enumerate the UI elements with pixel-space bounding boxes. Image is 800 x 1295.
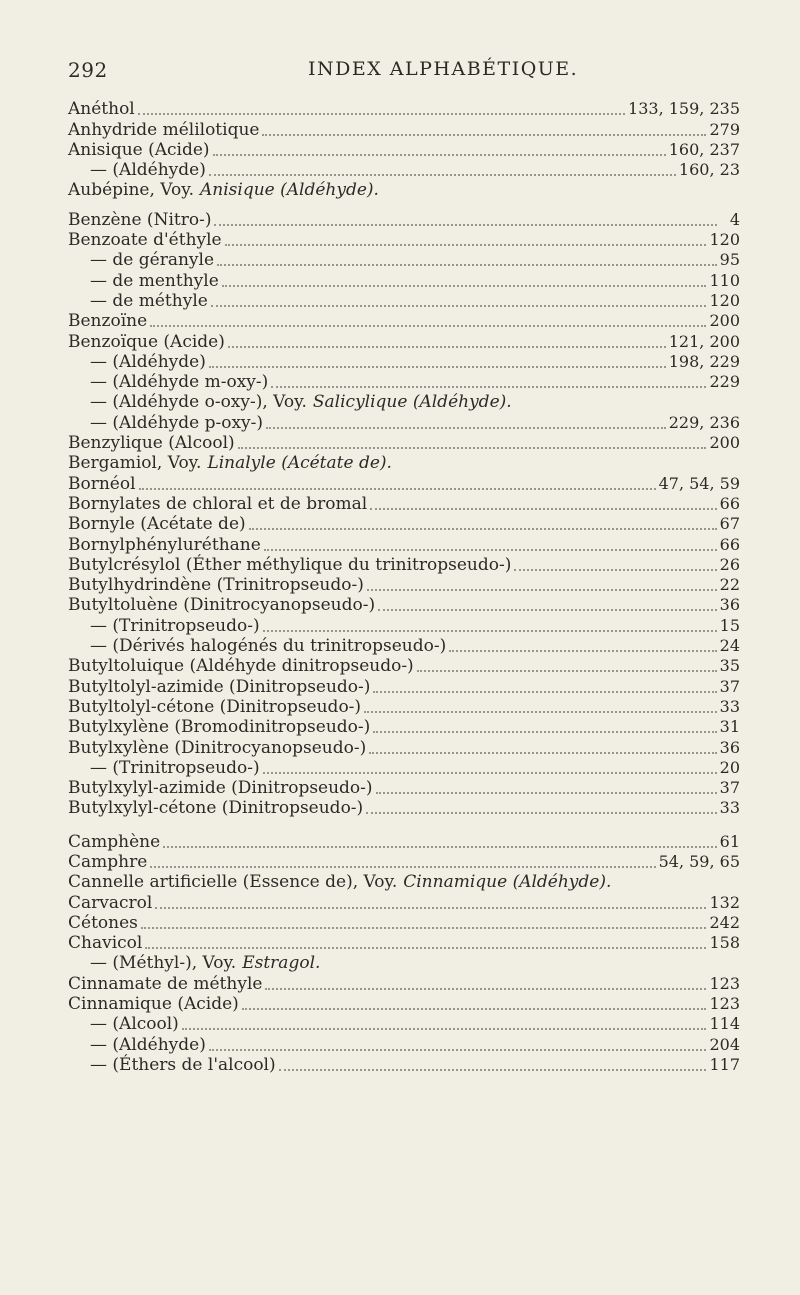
page-references: 20 [719, 757, 740, 777]
page-references: 66 [719, 493, 740, 513]
index-term: Anhydride mélilotique [68, 119, 260, 140]
leader-dots [209, 354, 666, 368]
index-entry [68, 595, 740, 615]
page-references: 132 [709, 892, 740, 912]
page-references: 279 [709, 119, 740, 139]
index-entry [68, 717, 740, 737]
index-entry [68, 230, 740, 250]
index-entry [68, 636, 740, 656]
index-entry [68, 872, 740, 892]
index-entry [68, 697, 740, 717]
running-title: INDEX ALPHABÉTIQUE. [308, 58, 579, 80]
index-entry [68, 514, 740, 534]
leader-dots [417, 658, 717, 672]
index-term: Carvacrol [68, 892, 153, 913]
index-term: — (Dérivés halogénés du trinitropseudo-) [90, 636, 447, 657]
alphabetical-index [68, 99, 740, 1075]
index-term: Benzoïne [68, 311, 148, 332]
page-references: 133, 159, 235 [628, 99, 740, 119]
leader-dots [271, 374, 706, 388]
page-references: 95 [719, 250, 740, 270]
leader-dots [238, 435, 707, 449]
index-entry [68, 1014, 740, 1034]
index-entry [68, 676, 740, 696]
index-term: Bornéol [68, 473, 136, 494]
index-entry [68, 99, 740, 119]
page-references: 66 [719, 534, 740, 554]
index-entry [68, 555, 740, 575]
index-term: Cinnamate de méthyle [68, 973, 263, 994]
index-term: — (Aldéhyde) [90, 160, 206, 181]
leader-dots [449, 638, 716, 652]
page-references: 200 [709, 311, 740, 331]
page-references: 242 [709, 912, 740, 932]
index-term: — (Trinitropseudo-) [90, 757, 260, 778]
page-references: 120 [709, 290, 740, 310]
leader-dots [263, 760, 717, 774]
index-term: Benzoate d'éthyle [68, 230, 222, 251]
index-term: Benzylique (Alcool) [68, 433, 235, 454]
page-references: 61 [719, 831, 740, 851]
index-entry [68, 392, 740, 412]
index-term: — de menthyle [90, 270, 219, 291]
page-references: 117 [709, 1054, 740, 1074]
index-entry [68, 994, 740, 1014]
page-references: 33 [719, 696, 740, 716]
index-term: Bornylphényluréthane [68, 534, 261, 555]
index-entry [68, 473, 740, 493]
index-term: — (Trinitropseudo-) [90, 615, 260, 636]
page-references: 15 [719, 615, 740, 635]
index-term: Bornylates de chloral et de bromal [68, 493, 368, 514]
leader-dots [141, 915, 707, 929]
leader-dots [209, 162, 676, 176]
leader-dots [279, 1057, 707, 1071]
page-references: 36 [719, 737, 740, 757]
page-references: 229 [709, 372, 740, 392]
page-references: 123 [709, 973, 740, 993]
index-term: Benzène (Nitro-) [68, 209, 212, 230]
page-references: 120 [709, 230, 740, 250]
page-references: 200 [709, 433, 740, 453]
index-term: — de méthyle [90, 290, 208, 311]
leader-dots [367, 577, 717, 591]
index-entry [68, 331, 740, 351]
index-entry [68, 953, 740, 973]
page-references: 198, 229 [668, 351, 740, 371]
index-term: Cétones [68, 912, 138, 933]
leader-dots [155, 895, 706, 909]
index-term: Anisique (Acide) [68, 139, 210, 160]
index-term: Camphre [68, 851, 148, 872]
leader-dots [209, 1037, 707, 1051]
leader-dots [264, 537, 717, 551]
index-entry [68, 933, 740, 953]
page-references: 110 [709, 270, 740, 290]
leader-dots [514, 557, 716, 571]
index-entry [68, 160, 740, 180]
page-references: 31 [719, 717, 740, 737]
index-entry [68, 180, 740, 200]
index-term: Butyltolyl-cétone (Dinitropseudo-) [68, 696, 362, 717]
leader-dots [370, 496, 716, 510]
index-term: Bergamiol, Voy. [68, 453, 202, 474]
index-term: — (Aldéhyde p-oxy-) [90, 412, 264, 433]
page-references: 26 [719, 554, 740, 574]
leader-dots [222, 273, 707, 287]
leader-dots [242, 996, 707, 1010]
page-references: 36 [719, 595, 740, 615]
leader-dots [145, 935, 706, 949]
index-term: Butylxylyl-cétone (Dinitropseudo-) [68, 798, 364, 819]
leader-dots [378, 597, 717, 611]
leader-dots [373, 719, 716, 733]
leader-dots [262, 122, 706, 136]
index-entry [68, 412, 740, 432]
index-entry [68, 140, 740, 160]
leader-dots [266, 415, 666, 429]
leader-dots [366, 800, 716, 814]
index-entry [68, 270, 740, 290]
leader-dots [373, 679, 716, 693]
page-references: 160, 23 [678, 160, 740, 180]
index-term: Butylxylène (Bromodinitropseudo-) [68, 717, 371, 738]
index-term: Butyltoluène (Dinitrocyanopseudo-) [68, 595, 376, 616]
index-entry [68, 737, 740, 757]
leader-dots [249, 516, 717, 530]
index-term: Cinnamique (Acide) [68, 994, 239, 1015]
leader-dots [211, 293, 707, 307]
page-references: 204 [709, 1034, 740, 1054]
page-references: 114 [709, 1014, 740, 1034]
page-references: 67 [719, 514, 740, 534]
index-term: Butyltolyl-azimide (Dinitropseudo-) [68, 676, 371, 697]
index-term: Camphène [68, 831, 161, 852]
index-entry [68, 831, 740, 851]
see-reference: Linalyle (Acétate de). [207, 453, 392, 474]
leader-dots [138, 101, 625, 115]
leader-dots [369, 740, 716, 754]
index-entry [68, 311, 740, 331]
leader-dots [214, 212, 717, 226]
index-entry [68, 250, 740, 270]
index-entry [68, 453, 740, 473]
leader-dots [225, 232, 707, 246]
page-references: 22 [719, 575, 740, 595]
leader-dots [376, 780, 717, 794]
index-term: — (Aldéhyde) [90, 351, 206, 372]
index-entry [68, 119, 740, 139]
index-term: Anéthol [68, 99, 135, 120]
index-entry [68, 372, 740, 392]
index-term: Benzoïque (Acide) [68, 331, 225, 352]
leader-dots [228, 334, 666, 348]
index-term: — (Aldéhyde o-oxy-), Voy. [90, 392, 307, 413]
page-references: 37 [719, 778, 740, 798]
see-reference: Salicylique (Aldéhyde). [312, 392, 512, 413]
page-references: 229, 236 [668, 412, 740, 432]
page-references: 35 [719, 656, 740, 676]
index-term: Butylcrésylol (Éther méthylique du trinitropseudo-) [68, 554, 512, 575]
leader-dots [150, 313, 706, 327]
leader-dots [139, 476, 656, 490]
see-reference: Anisique (Aldéhyde). [200, 180, 379, 201]
leader-dots [213, 142, 666, 156]
leader-dots [163, 834, 716, 848]
see-reference: Estragol. [242, 953, 321, 974]
index-entry [68, 778, 740, 798]
index-entry [68, 913, 740, 933]
index-term: — (Aldéhyde) [90, 1034, 206, 1055]
index-term: Bornyle (Acétate de) [68, 514, 246, 535]
index-term: Chavicol [68, 933, 143, 954]
index-entry [68, 352, 740, 372]
page-header [68, 58, 728, 88]
index-entry [68, 433, 740, 453]
index-term: — (Alcool) [90, 1014, 179, 1035]
page-references: 4 [729, 209, 740, 229]
index-term: Aubépine, Voy. [68, 180, 195, 201]
index-entry [68, 852, 740, 872]
index-term: — (Méthyl-), Voy. [90, 953, 237, 974]
index-term: — de géranyle [90, 250, 215, 271]
index-entry [68, 615, 740, 635]
index-entry [68, 758, 740, 778]
page-references: 37 [719, 676, 740, 696]
page-references: 47, 54, 59 [658, 473, 740, 493]
index-entry [68, 892, 740, 912]
index-term: — (Éthers de l'alcool) [90, 1054, 276, 1075]
index-entry [68, 656, 740, 676]
index-term: Butylxylène (Dinitrocyanopseudo-) [68, 737, 367, 758]
leader-dots [263, 618, 717, 632]
index-term: Butylxylyl-azimide (Dinitropseudo-) [68, 778, 373, 799]
leader-dots [265, 976, 706, 990]
index-entry [68, 575, 740, 595]
see-reference: Cinnamique (Aldéhyde). [403, 872, 612, 893]
leader-dots [182, 1016, 707, 1030]
leader-dots [364, 699, 717, 713]
index-entry [68, 209, 740, 229]
index-entry [68, 798, 740, 818]
index-term: — (Aldéhyde m-oxy-) [90, 372, 269, 393]
index-entry [68, 291, 740, 311]
index-term: Cannelle artificielle (Essence de), Voy. [68, 872, 398, 893]
index-entry [68, 1055, 740, 1075]
page-references: 54, 59, 65 [658, 851, 740, 871]
index-entry [68, 973, 740, 993]
page-references: 160, 237 [668, 139, 740, 159]
page-references: 158 [709, 933, 740, 953]
index-term: Butyltoluique (Aldéhyde dinitropseudo-) [68, 656, 414, 677]
page-number: 292 [68, 58, 108, 82]
page-references: 24 [719, 636, 740, 656]
page-references: 123 [709, 994, 740, 1014]
leader-dots [217, 252, 717, 266]
index-entry [68, 494, 740, 514]
page-references: 33 [719, 798, 740, 818]
index-entry [68, 534, 740, 554]
index-entry [68, 1034, 740, 1054]
index-term: Butylhydrindène (Trinitropseudo-) [68, 575, 364, 596]
leader-dots [150, 854, 655, 868]
page-references: 121, 200 [668, 331, 740, 351]
